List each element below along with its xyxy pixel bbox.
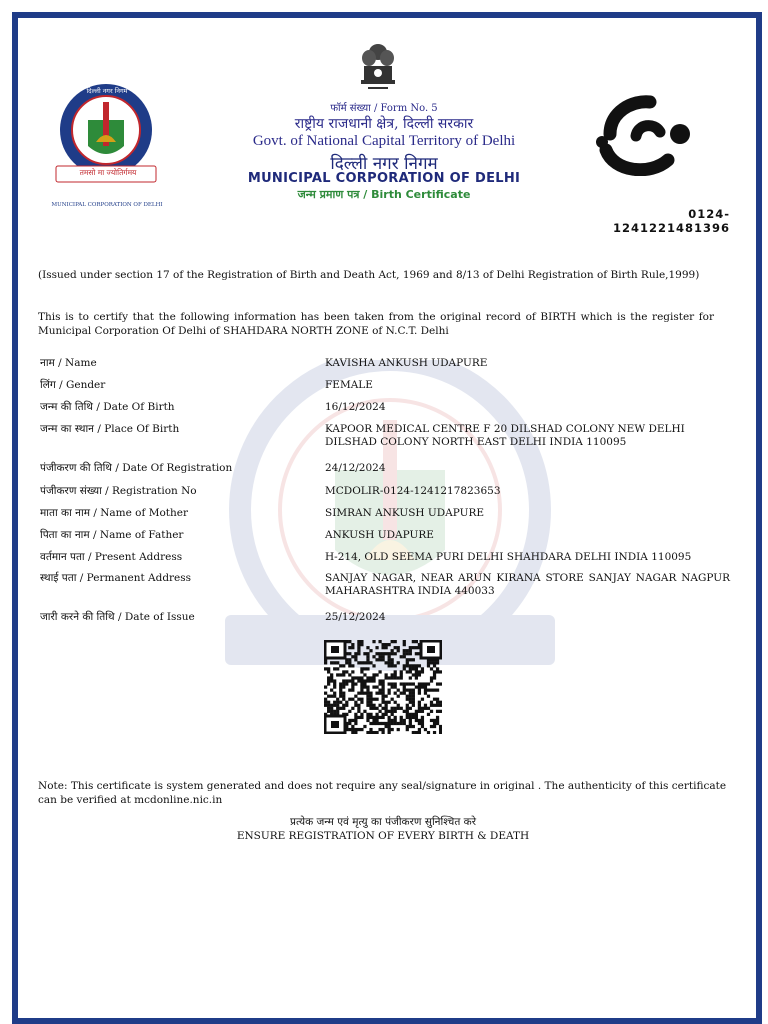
seal-ring-text: MUNICIPAL CORPORATION OF DELHI <box>51 202 163 208</box>
field-value: SIMRAN ANKUSH UDAPURE <box>325 507 485 519</box>
govt-english-title: Govt. of National Capital Territory of Delhi <box>252 133 516 149</box>
field-label: जन्म की तिथि / Date Of Birth <box>40 401 175 413</box>
certify-text: This is to certify that the following information has been taken from the original record of BIRTH which is the register for Municipal Corporation Of Delhi of SHAHDARA NORTH ZONE of N.C.T. Delhi <box>38 311 714 337</box>
field-label: पंजीकरण की तिथि / Date Of Registration <box>40 462 233 474</box>
footer-note: Note: This certificate is system generated and does not require any seal/signature in original . The authenticity of this certificate can be verified at mcdonline.nic.in <box>38 780 727 806</box>
field-label: माता का नाम / Name of Mother <box>40 507 188 519</box>
govt-hindi-title: राष्ट्रीय राजधानी क्षेत्र, दिल्ली सरकार <box>294 116 474 132</box>
field-value: FEMALE <box>325 379 373 391</box>
mcd-hindi-title: दिल्ली नगर निगम <box>330 154 438 174</box>
field-value: 25/12/2024 <box>325 611 386 623</box>
issued-under-text: (Issued under section 17 of the Registration of Birth and Death Act, 1969 and 8/13 of Delhi Registration of Birth Rule,1999) <box>38 269 700 281</box>
field-value: 24/12/2024 <box>325 462 386 474</box>
field-label: स्थाई पता / Permanent Address <box>40 572 192 584</box>
field-label: जारी करने की तिथि / Date of Issue <box>40 611 195 623</box>
seal-top-text: दिल्ली नगर निगम <box>86 87 128 95</box>
slogan-hindi: प्रत्येक जन्म एवं मृत्यु का पंजीकरण सुनिश्चित करे <box>289 816 477 828</box>
certificate-number: 0124-1241221481396 <box>612 207 730 235</box>
field-value: KAVISHA ANKUSH UDAPURE <box>325 357 488 369</box>
qr-code-icon[interactable] <box>324 640 442 734</box>
field-label: जन्म का स्थान / Place Of Birth <box>40 423 180 435</box>
field-label: लिंग / Gender <box>40 379 106 391</box>
field-value: H-214, OLD SEEMA PURI DELHI SHAHDARA DELHI INDIA 110095 <box>325 551 692 563</box>
field-value: SANJAY NAGAR, NEAR ARUN KIRANA STORE SANJAY NAGAR NAGPUR MAHARASHTRA INDIA 440033 <box>325 572 730 597</box>
seal-motto: तमसो मा ज्योतिर्गमय <box>79 168 137 177</box>
certificate-title: जन्म प्रमाण पत्र / Birth Certificate <box>297 188 471 201</box>
field-value: MCDOLIR-0124-1241217823653 <box>325 485 501 497</box>
form-number: फॉर्म संख्या / Form No. 5 <box>330 103 438 114</box>
slogan-english: ENSURE REGISTRATION OF EVERY BIRTH & DEATH <box>236 830 530 842</box>
national-emblem-icon <box>356 40 400 98</box>
field-value: KAPOOR MEDICAL CENTRE F 20 DILSHAD COLONY NEW DELHI DILSHAD COLONY NORTH EAST DELHI INDIA 110095 <box>325 423 685 448</box>
crs-logo-icon <box>592 94 696 176</box>
field-value: ANKUSH UDAPURE <box>325 529 434 541</box>
field-label: पिता का नाम / Name of Father <box>40 529 184 541</box>
field-label: नाम / Name <box>40 357 97 369</box>
field-label: पंजीकरण संख्या / Registration No <box>40 485 197 497</box>
mcd-english-title: MUNICIPAL CORPORATION OF DELHI <box>247 171 521 186</box>
field-value: 16/12/2024 <box>325 401 386 413</box>
field-label: वर्तमान पता / Present Address <box>40 551 183 563</box>
